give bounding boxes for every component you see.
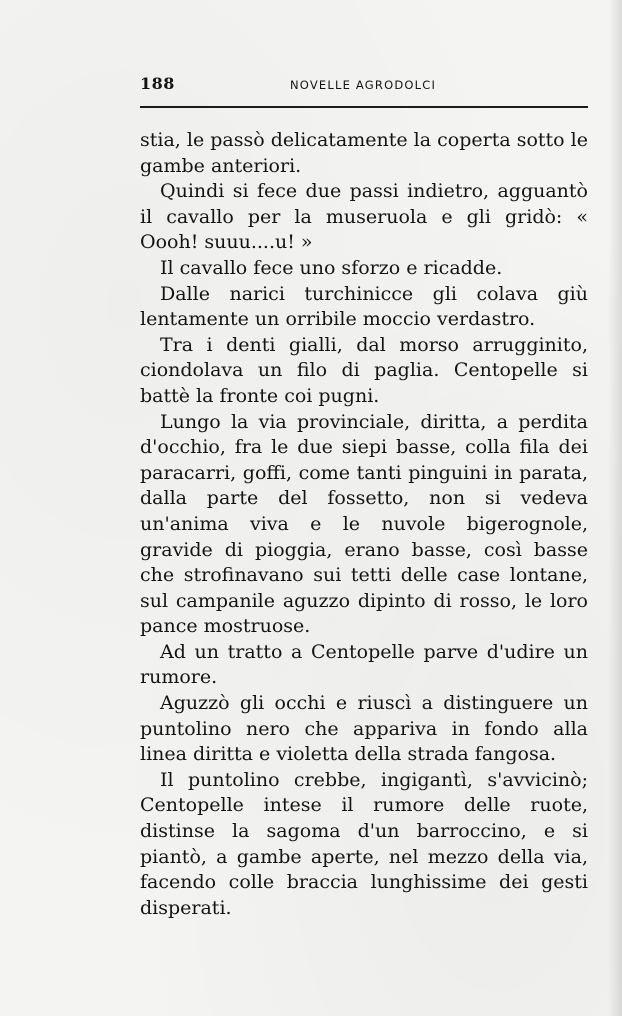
paragraph: Aguzzò gli occhi e riuscì a distinguere un puntolino nero che appariva in fondo alla linea diritta e violetta della strada fangosa. (140, 692, 588, 766)
page-header (140, 74, 588, 98)
paragraph: Il puntolino crebbe, ingigantì, s'avvicinò; Centopelle intese il rumore delle ruote, distinse la sagoma d'un barroccino, e si piantò, a gambe aperte, nel mezzo della via, facendo colle braccia lunghissime dei gesti disperati. (140, 768, 588, 919)
page-edge-shadow (608, 0, 622, 1016)
paragraph: Ad un tratto a Centopelle parve d'udire un rumore. (140, 640, 588, 689)
paragraph: Quindi si fece due passi indietro, agguantò il cavallo per la museruola e gli gridò: « Oooh! suuu....u! » (140, 180, 588, 254)
running-title: NOVELLE AGRODOLCI (290, 78, 437, 92)
header-rule (140, 106, 588, 108)
paragraph: stia, le passò delicatamente la coperta sotto le gambe anteriori. (140, 129, 588, 177)
page-number: 188 (140, 74, 175, 93)
paragraph: Lungo la via provinciale, diritta, a perdita d'occhio, fra le due siepi basse, colla fila dei paracarri, goffi, come tanti pinguini in parata, dalla parte del fossetto, non si vedeva un'anima viva e le nuvole bigerognole, gravide di pioggia, erano basse, così basse che strofinavano sui tetti delle case lontane, sul campanile aguzzo dipinto di rosso, le loro pance mostruose. (140, 410, 588, 638)
body-text (140, 128, 588, 921)
paragraph: Il cavallo fece uno sforzo e ricadde. (160, 256, 503, 279)
paragraph: Dalle narici turchinicce gli colava giù lentamente un orribile moccio verdastro. (140, 282, 588, 331)
paragraph: Tra i denti gialli, dal morso arrugginito, ciondolava un filo di paglia. Centopelle si battè la fronte coi pugni. (140, 333, 588, 407)
